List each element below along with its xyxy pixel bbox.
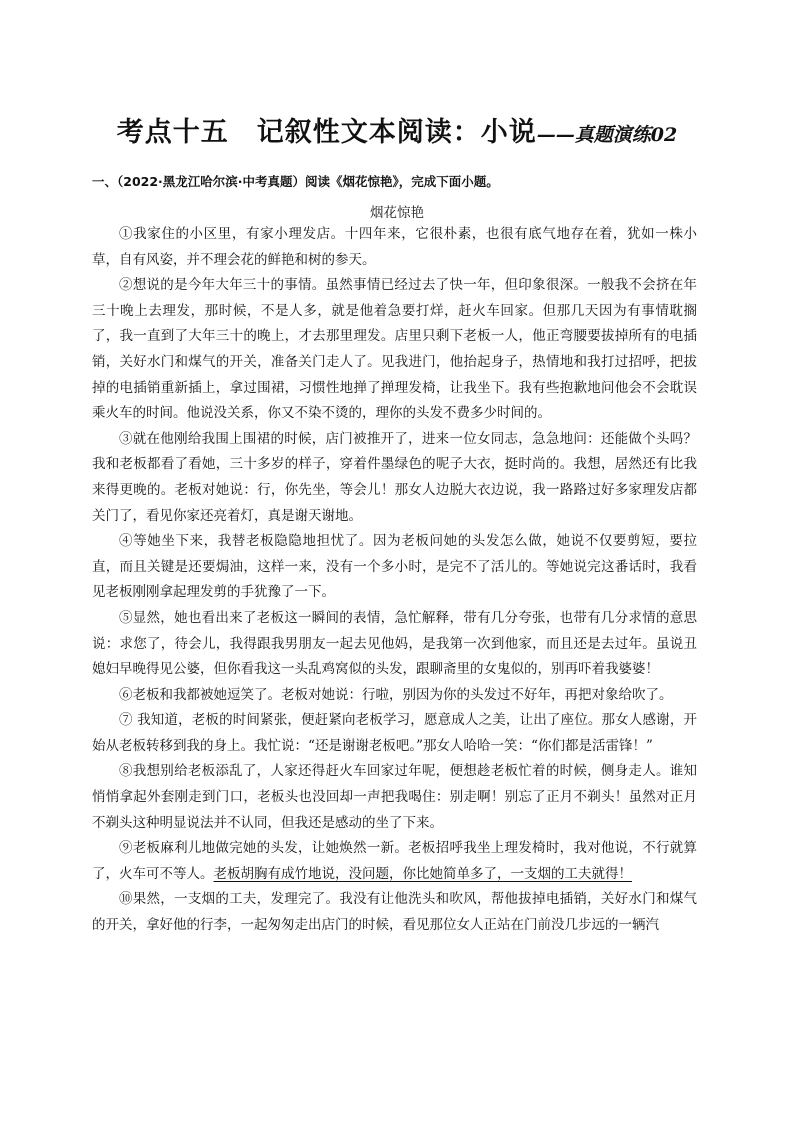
paragraph-9: [92, 836, 697, 887]
question-header: 一、（2022·黑龙江哈尔滨·中考真题）阅读《烟花惊艳》，完成下面小题。: [92, 174, 499, 189]
paragraph-2: ②想说的是今年大年三十的事情。虽然事情已经过去了快一年，但印象很深。一般我不会挤在年三十晚上去理发，那时候，不是人多，就是他着急要打烊，赶火车回家。但那几天因为有事情耽搁了，我一直到了大年三十的晚上，才去那里理发。店里只剩下老板一人，他正弯腰要拔掉所有的电插销，关好水门和煤气的开关，准备关门走人了。见我进门，他抬起身子，热情地和我打过招呼，把拔掉的电插销重新插上，拿过围裙，习惯性地掸了掸理发椅，让我坐下。我有些抱歉地问他会不会耽误乘火车的时间。他说没关系，你又不染不烫的，理你的头发不费多少时间的。: [92, 277, 697, 422]
page-title-sub: ——真题演练02: [536, 124, 678, 146]
paragraph-8: ⑧我想别给老板添乱了，人家还得赶火车回家过年呢，便想趁老板忙着的时候，侧身走人。谁知悄悄拿起外套刚走到门口，老板头也没回却一声把我喝住：别走啊！别忘了正月不剃头！虽然对正月不剃头这种明显说法并不认同，但我还是感动的坐了下来。: [92, 763, 697, 831]
paragraph-9-text: ⑨老板麻利儿地做完她的头发，让她焕然一新。老板招呼我坐上理发椅时，我对他说，不行就算了，火车可不等人。: [92, 840, 697, 882]
paragraph-1: ①我家住的小区里，有家小理发店。十四年来，它很朴素，也很有底气地存在着，犹如一株小草，自有风姿，并不理会花的鲜艳和树的参天。: [92, 226, 697, 268]
underlined-sentence: 老板胡胸有成竹地说，没问题，你比她简单多了，一支烟的工夫就得！: [213, 865, 632, 882]
story-body: [92, 222, 697, 939]
story-title: 烟花惊艳: [370, 205, 424, 221]
paragraph-7: ⑦ 我知道，老板的时间紧张，便赶紧向老板学习，愿意成人之美，让出了座位。那女人感谢，开始从老板转移到我的身上。我忙说：“还是谢谢老板吧。”那女人哈哈一笑：“你们都是活雷锋！”: [92, 712, 697, 754]
paragraph-5: ⑤显然，她也看出来了老板这一瞬间的表情，急忙解释，带有几分夸张，也带有几分求情的意思说：求您了，待会儿，我得跟我男朋友一起去见他妈，是我第一次到他家，而且还是去过年。虽说丑媳妇早晚得见公婆，但你看我这一头乱鸡窝似的头发，跟聊斋里的女鬼似的，别再吓着我婆婆！: [92, 609, 697, 678]
paragraph-6: ⑥老板和我都被她逗笑了。老板对她说：行啦，别因为你的头发过不好年，再把对象给吹了。: [119, 686, 673, 703]
page-title: [0, 110, 794, 149]
paragraph-4: ④等她坐下来，我替老板隐隐地担忧了。因为老板问她的头发怎么做，她说不仅要剪短，要拉直，而且关键是还要焗油，这样一来，没有一个多小时，是完不了活儿的。等她说完这番话时，我看见老板刚刚拿起理发剪的手犹豫了一下。: [92, 533, 697, 601]
paragraph-3: ③就在他刚给我围上围裙的时候，店门被推开了，进来一位女同志，急急地问：还能做个头吗？我和老板都看了看她，三十多岁的样子，穿着件墨绿色的呢子大衣，挺时尚的。我想，居然还有比我来得更晚的。老板对她说：行，你先坐，等会儿！那女人边脱大衣边说，我一路路过好多家理发店都关门了，看见你家还亮着灯，真是谢天谢地。: [92, 430, 697, 524]
page-title-main: 考点十五 记叙性文本阅读：小说: [116, 117, 537, 148]
paragraph-10: ⑩果然，一支烟的工夫，发理完了。我没有让他洗头和吹风，帮他拔掉电插销，关好水门和煤气的开关，拿好他的行李，一起匆匆走出店门的时候，看见那位女人正站在门前没几步远的一辆汽: [92, 891, 697, 934]
